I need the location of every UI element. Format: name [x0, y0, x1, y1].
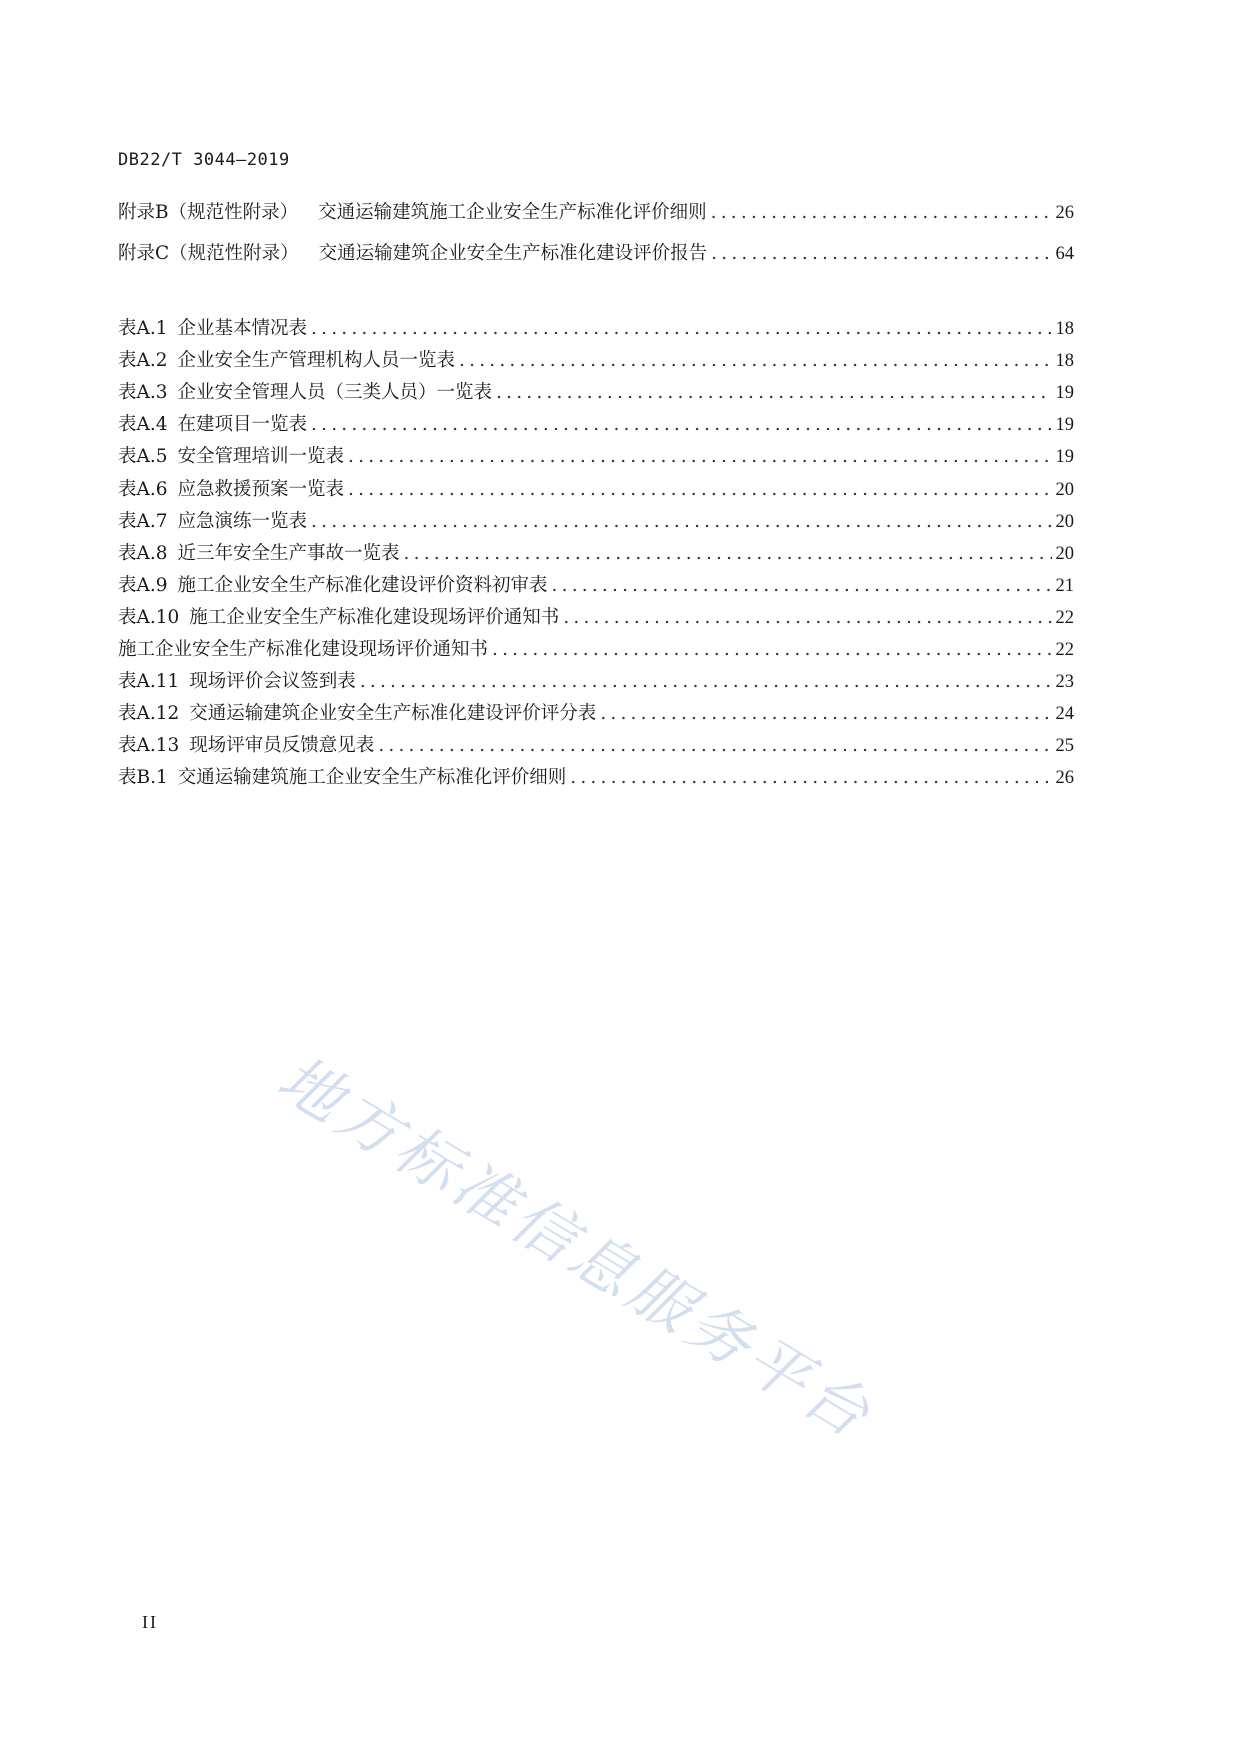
toc-entry-table[interactable]: [118, 317, 1074, 341]
toc-entry-label: 表A.8: [118, 543, 168, 564]
toc-entry-page: 19: [1055, 383, 1074, 403]
standard-code: DB22/T 3044—2019: [118, 150, 290, 170]
toc-entry-table[interactable]: [118, 349, 1074, 373]
toc-entry-page: 64: [1055, 244, 1074, 264]
toc-entry-page: 22: [1055, 640, 1074, 660]
toc-entry-title: 交通运输建筑企业安全生产标准化建设评价报告: [318, 243, 708, 264]
toc-entry-label: 表A.12: [118, 703, 180, 724]
toc-entry-table[interactable]: [118, 413, 1074, 437]
toc-entry-table[interactable]: [118, 510, 1074, 534]
toc-entry-page: 18: [1055, 351, 1074, 371]
toc-entry-page: 26: [1055, 768, 1074, 788]
toc-leader-dots: [496, 381, 1051, 405]
toc-leader-dots: [348, 445, 1051, 469]
toc-entry-table[interactable]: [118, 734, 1074, 758]
toc-leader-dots: [311, 317, 1051, 341]
toc-entry-title: 施工企业安全生产标准化建设现场评价通知书: [189, 607, 560, 628]
toc-entry-title: 近三年安全生产事故一览表: [177, 543, 400, 564]
toc-entry-title: 施工企业安全生产标准化建设评价资料初审表: [177, 575, 548, 596]
toc-entry-table[interactable]: [118, 381, 1074, 405]
toc-entry-label: 表A.4: [118, 414, 168, 435]
toc-entry-label: 表A.3: [118, 382, 168, 403]
toc-entry-title: 施工企业安全生产标准化建设现场评价通知书: [118, 639, 489, 660]
toc-entry-page: 25: [1055, 736, 1074, 756]
toc-entry-page: 26: [1055, 203, 1074, 223]
toc-entry-table[interactable]: [118, 766, 1074, 790]
toc-leader-dots: [711, 201, 1052, 225]
toc-entry-page: 21: [1055, 576, 1074, 596]
toc-leader-dots: [459, 349, 1051, 373]
toc-entry-page: 20: [1055, 480, 1074, 500]
toc-leader-dots: [600, 702, 1051, 726]
toc-entry-table[interactable]: [118, 574, 1074, 598]
toc-entry-page: 22: [1055, 608, 1074, 628]
toc-entry-label: 表A.10: [118, 607, 180, 628]
toc-entry-title: 交通运输建筑企业安全生产标准化建设评价评分表: [189, 703, 597, 724]
toc-entry-label: 表A.9: [118, 575, 168, 596]
toc-entry-appendix-c[interactable]: [118, 242, 1074, 266]
toc-entry-label: 表A.11: [118, 671, 180, 692]
toc-entry-table[interactable]: [118, 445, 1074, 469]
toc-entry-title: 安全管理培训一览表: [177, 446, 345, 467]
page-number: II: [142, 1612, 158, 1632]
toc-entry-title: 应急救援预案一览表: [177, 479, 345, 500]
toc-leader-dots: [552, 574, 1052, 598]
toc-leader-dots: [492, 638, 1051, 662]
toc-entry-title: 现场评价会议签到表: [189, 671, 356, 692]
toc-entry-label: 表A.13: [118, 735, 180, 756]
toc-entry-page: 24: [1055, 704, 1074, 724]
toc-leader-dots: [348, 478, 1051, 502]
toc-leader-dots: [311, 413, 1051, 437]
toc-entry-label: 表A.2: [118, 350, 168, 371]
toc-entry-appendix-b[interactable]: [118, 201, 1074, 225]
toc-entry-page: 20: [1055, 512, 1074, 532]
toc-entry-page: 23: [1055, 672, 1074, 692]
toc-entry-table[interactable]: [118, 542, 1074, 566]
toc-leader-dots: [311, 510, 1051, 534]
watermark: 地方标准信息服务平台: [265, 1041, 887, 1454]
toc-leader-dots: [563, 606, 1051, 630]
toc-leader-dots: [360, 670, 1052, 694]
toc-entry-title: 交通运输建筑施工企业安全生产标准化评价细则: [177, 767, 567, 788]
toc-entry-page: 18: [1055, 319, 1074, 339]
toc-entry-title: 企业基本情况表: [177, 318, 308, 339]
toc-entry-label: 表A.7: [118, 511, 168, 532]
toc-entry-page: 20: [1055, 544, 1074, 564]
toc-entry-table[interactable]: [118, 606, 1074, 630]
toc-entry-label: 表A.1: [118, 318, 168, 339]
toc-leader-dots: [378, 734, 1051, 758]
toc-entry-label: 表A.6: [118, 479, 168, 500]
toc-entry-title: 在建项目一览表: [177, 414, 308, 435]
toc-leader-dots: [404, 542, 1052, 566]
toc-entry-table[interactable]: [118, 478, 1074, 502]
toc-entry-table[interactable]: [118, 670, 1074, 694]
toc-leader-dots: [711, 242, 1051, 266]
toc-entry-label: 表A.5: [118, 446, 168, 467]
toc-entry-label: 附录C（规范性附录）: [118, 243, 299, 264]
toc-entry-label: 表B.1: [118, 767, 168, 788]
toc-leader-dots: [570, 766, 1051, 790]
toc-entry-page: 19: [1055, 415, 1074, 435]
toc-entry-title: 企业安全生产管理机构人员一览表: [177, 350, 456, 371]
toc-entry-title: 现场评审员反馈意见表: [189, 735, 375, 756]
toc-entry-title: 交通运输建筑施工企业安全生产标准化评价细则: [318, 202, 707, 223]
toc-entry-table[interactable]: [118, 702, 1074, 726]
toc-entry-label: 附录B（规范性附录）: [118, 202, 299, 223]
toc-entry-title: 企业安全管理人员（三类人员）一览表: [177, 382, 493, 403]
toc-entry-title: 应急演练一览表: [177, 511, 308, 532]
toc-entry-table[interactable]: [118, 638, 1074, 662]
toc-entry-page: 19: [1055, 447, 1074, 467]
